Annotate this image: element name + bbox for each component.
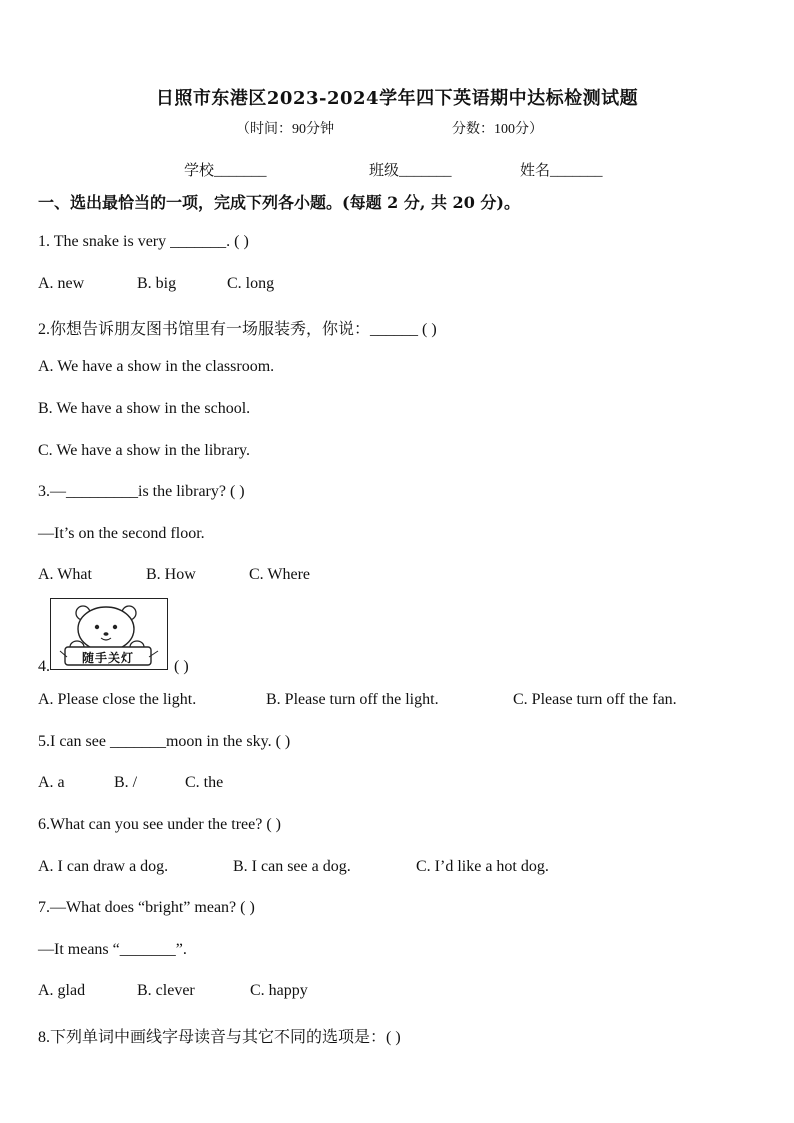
q5-option-c: C. the bbox=[185, 774, 224, 791]
q1-option-b: B. big bbox=[137, 275, 177, 292]
q1-option-a: A. new bbox=[38, 275, 85, 292]
question-7-stem: 7.—What does “bright” mean? ( ) bbox=[38, 899, 255, 916]
name-field: 姓名_______ bbox=[520, 163, 603, 179]
q7-option-b: B. clever bbox=[137, 982, 195, 999]
q7-option-c: C. happy bbox=[250, 982, 308, 999]
q2-option-b: B. We have a show in the school. bbox=[38, 400, 251, 417]
q3-option-c: C. Where bbox=[249, 566, 311, 583]
class-field: 班级_______ bbox=[369, 163, 452, 179]
question-6-stem: 6.What can you see under the tree? ( ) bbox=[38, 816, 281, 833]
q7-option-a: A. glad bbox=[38, 982, 86, 999]
q6-option-c: C. I’d like a hot dog. bbox=[416, 858, 549, 875]
question-4-stem: 4. bbox=[38, 658, 50, 675]
question-3-answer-line: —It’s on the second floor. bbox=[38, 525, 205, 542]
exam-score: 分数：100分） bbox=[452, 122, 543, 137]
q3-option-b: B. How bbox=[146, 566, 196, 583]
q4-option-c: C. Please turn off the fan. bbox=[513, 691, 677, 708]
q1-option-c: C. long bbox=[227, 275, 275, 292]
q2-option-c: C. We have a show in the library. bbox=[38, 442, 250, 459]
q3-option-a: A. What bbox=[38, 566, 92, 583]
exam-time: （时间：90分钟 bbox=[236, 122, 334, 137]
question-7-answer-line: —It means “_______”. bbox=[38, 941, 187, 958]
q6-option-b: B. I can see a dog. bbox=[233, 858, 351, 875]
q5-option-b: B. / bbox=[114, 774, 138, 791]
question-8-stem: 8.下列单词中画线字母读音与其它不同的选项是：( ) bbox=[38, 1029, 401, 1046]
turn-off-light-sign-image bbox=[50, 598, 168, 670]
q4-option-b: B. Please turn off the light. bbox=[266, 691, 439, 708]
q4-option-a: A. Please close the light. bbox=[38, 691, 197, 708]
question-5-stem: 5.I can see _______moon in the sky. ( ) bbox=[38, 733, 291, 750]
question-3-stem: 3.—_________is the library? ( ) bbox=[38, 483, 245, 500]
page-title: 日照市东港区2023-2024学年四下英语期中达标检测试题 bbox=[155, 88, 639, 109]
section-title: 一、选出最恰当的一项，完成下列各小题。(每题 2 分, 共 20 分)。 bbox=[38, 193, 520, 212]
q5-option-a: A. a bbox=[38, 774, 65, 791]
q2-option-a: A. We have a show in the classroom. bbox=[38, 358, 275, 375]
question-4-paren: ( ) bbox=[174, 658, 189, 675]
question-2-stem: 2.你想告诉朋友图书馆里有一场服装秀，你说：______ ( ) bbox=[38, 321, 437, 338]
school-field: 学校_______ bbox=[184, 163, 267, 179]
sign-text: 随手关灯 bbox=[81, 651, 134, 665]
question-1-stem: 1. The snake is very _______. ( ) bbox=[38, 233, 249, 250]
q6-option-a: A. I can draw a dog. bbox=[38, 858, 169, 875]
